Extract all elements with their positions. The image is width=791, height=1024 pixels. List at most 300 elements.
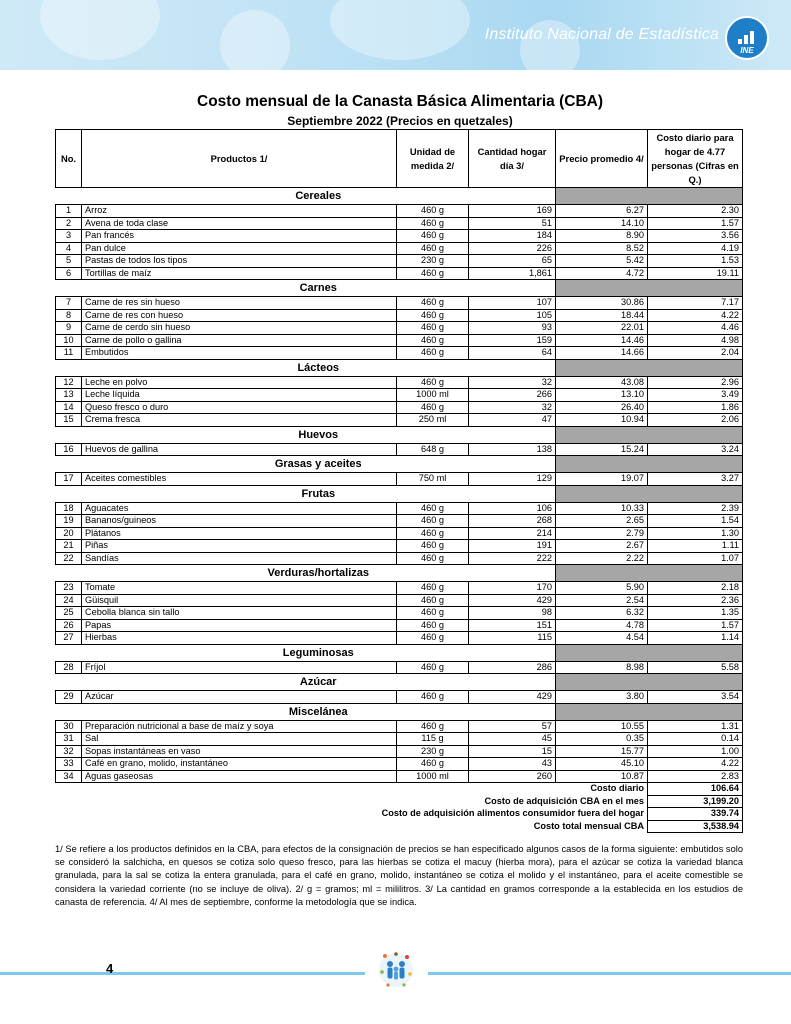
table-body [56, 188, 743, 833]
row-number: 18 [56, 502, 82, 515]
quantity: 107 [469, 297, 556, 310]
unit: 750 ml [397, 473, 469, 486]
unit: 460 g [397, 309, 469, 322]
unit: 460 g [397, 607, 469, 620]
price: 4.54 [556, 632, 648, 645]
product-name: Pan francés [82, 230, 397, 243]
row-number: 31 [56, 733, 82, 746]
cba-table [55, 129, 743, 833]
daily-cost: 1.57 [648, 619, 743, 632]
table-row [56, 745, 743, 758]
unit: 460 g [397, 376, 469, 389]
category-name: Lácteos [297, 361, 340, 374]
quantity: 170 [469, 582, 556, 595]
table-row [56, 758, 743, 771]
category-row [56, 188, 743, 205]
price: 14.66 [556, 347, 648, 360]
daily-cost: 2.83 [648, 770, 743, 783]
product-name: Sopas instantáneas en vaso [82, 745, 397, 758]
daily-cost: 4.22 [648, 309, 743, 322]
unit: 460 g [397, 267, 469, 280]
page-number: 4 [106, 961, 114, 976]
product-name: Carne de res sin hueso [82, 297, 397, 310]
product-name: Queso fresco o duro [82, 401, 397, 414]
product-name: Avena de toda clase [82, 217, 397, 230]
price: 30.86 [556, 297, 648, 310]
daily-cost: 1.14 [648, 632, 743, 645]
unit: 460 g [397, 691, 469, 704]
unit: 460 g [397, 758, 469, 771]
product-name: Plátanos [82, 527, 397, 540]
price: 2.65 [556, 515, 648, 528]
row-number: 22 [56, 552, 82, 565]
ine-logo [725, 16, 769, 60]
unit: 1000 ml [397, 389, 469, 402]
category-shade [556, 359, 743, 376]
row-number: 29 [56, 691, 82, 704]
row-number: 32 [56, 745, 82, 758]
price: 10.94 [556, 414, 648, 427]
daily-cost: 0.14 [648, 733, 743, 746]
price: 15.24 [556, 443, 648, 456]
product-name: Cebolla blanca sin tallo [82, 607, 397, 620]
quantity: 57 [469, 720, 556, 733]
daily-cost: 2.39 [648, 502, 743, 515]
row-number: 14 [56, 401, 82, 414]
quantity: 266 [469, 389, 556, 402]
total-label: Costo de adquisición CBA en el mes [484, 795, 644, 806]
category-shade [556, 703, 743, 720]
category-spacer [56, 426, 82, 443]
row-number: 33 [56, 758, 82, 771]
product-name: Carne de cerdo sin hueso [82, 322, 397, 335]
daily-cost: 1.57 [648, 217, 743, 230]
price: 15.77 [556, 745, 648, 758]
price: 18.44 [556, 309, 648, 322]
quantity: 32 [469, 401, 556, 414]
unit: 648 g [397, 443, 469, 456]
product-name: Aguas gaseosas [82, 770, 397, 783]
quantity: 286 [469, 661, 556, 674]
daily-cost: 2.36 [648, 594, 743, 607]
product-name: Pastas de todos los tipos [82, 255, 397, 268]
table-row [56, 267, 743, 280]
row-number: 23 [56, 582, 82, 595]
quantity: 151 [469, 619, 556, 632]
unit: 460 g [397, 334, 469, 347]
price: 8.90 [556, 230, 648, 243]
unit: 460 g [397, 230, 469, 243]
daily-cost: 1.07 [648, 552, 743, 565]
category-row [56, 280, 743, 297]
category-row [56, 703, 743, 720]
price: 4.78 [556, 619, 648, 632]
row-number: 1 [56, 205, 82, 218]
table-row [56, 552, 743, 565]
product-name: Preparación nutricional a base de maíz y soya [82, 720, 397, 733]
table-row [56, 297, 743, 310]
daily-cost: 5.58 [648, 661, 743, 674]
row-number: 11 [56, 347, 82, 360]
product-name: Huevos de gallina [82, 443, 397, 456]
quantity: 32 [469, 376, 556, 389]
quantity: 429 [469, 691, 556, 704]
row-number: 3 [56, 230, 82, 243]
unit: 460 g [397, 322, 469, 335]
quantity: 64 [469, 347, 556, 360]
price: 22.01 [556, 322, 648, 335]
daily-cost: 1.35 [648, 607, 743, 620]
total-value: 3,199.20 [648, 795, 743, 808]
row-number: 30 [56, 720, 82, 733]
quantity: 115 [469, 632, 556, 645]
price: 8.52 [556, 242, 648, 255]
product-name: Güisquil [82, 594, 397, 607]
product-name: Carne de res con hueso [82, 309, 397, 322]
unit: 230 g [397, 745, 469, 758]
col-header-qty: Cantidad hogar día 3/ [469, 130, 556, 188]
category-name: Cereales [295, 190, 342, 202]
row-number: 8 [56, 309, 82, 322]
quantity: 93 [469, 322, 556, 335]
price: 10.55 [556, 720, 648, 733]
col-header-product: Productos 1/ [82, 130, 397, 188]
quantity: 15 [469, 745, 556, 758]
daily-cost: 4.22 [648, 758, 743, 771]
table-row [56, 309, 743, 322]
price: 10.87 [556, 770, 648, 783]
price: 45.10 [556, 758, 648, 771]
category-row [56, 359, 743, 376]
row-number: 27 [56, 632, 82, 645]
daily-cost: 1.86 [648, 401, 743, 414]
product-name: Bananos/guineos [82, 515, 397, 528]
product-name: Arroz [82, 205, 397, 218]
quantity: 138 [469, 443, 556, 456]
total-row [56, 795, 743, 808]
daily-cost: 2.04 [648, 347, 743, 360]
table-row [56, 414, 743, 427]
product-name: Embutidos [82, 347, 397, 360]
table-row [56, 661, 743, 674]
table-row [56, 770, 743, 783]
category-shade [556, 674, 743, 691]
category-spacer [56, 188, 82, 205]
quantity: 214 [469, 527, 556, 540]
product-name: Fríjol [82, 661, 397, 674]
table-row [56, 607, 743, 620]
table-row [56, 230, 743, 243]
category-spacer [56, 359, 82, 376]
product-name: Leche líquida [82, 389, 397, 402]
daily-cost: 4.19 [648, 242, 743, 255]
category-spacer [56, 456, 82, 473]
unit: 460 g [397, 205, 469, 218]
table-row [56, 594, 743, 607]
category-name: Azúcar [299, 676, 337, 688]
quantity: 106 [469, 502, 556, 515]
product-name: Tomate [82, 582, 397, 595]
row-number: 28 [56, 661, 82, 674]
daily-cost: 3.56 [648, 230, 743, 243]
category-row [56, 644, 743, 661]
category-spacer [56, 703, 82, 720]
ine-logo-text: INE [740, 46, 754, 55]
row-number: 12 [56, 376, 82, 389]
page-header [0, 0, 791, 70]
price: 0.35 [556, 733, 648, 746]
unit: 460 g [397, 552, 469, 565]
footnotes: 1/ Se refiere a los productos definidos en la CBA, para efectos de la consignación de precios se han especificado algunos casos de la forma siguiente: embutidos solo se consideró la salchicha, en quesos se cotiza solo queso fresco, para las hierbas se cotiza el macuy (hierba mora), para el azúcar se cotiza la variedad blanca granulada, para la sal se cotiza la entera granulada, para el café en grano, molido, instantáneo se cotiza el molido y el instantáneo, para el aceite comestible se considera la variedad corriente (no se incluye de oliva). 2/ g = gramos; ml = mililitros. 3/ La cantidad en gramos corresponde a la establecida en los estudios de canasta de referencia. 4/ Al mes de septiembre, conforme la metodología que se indica. [55, 844, 743, 907]
unit: 460 g [397, 347, 469, 360]
product-name: Azúcar [82, 691, 397, 704]
row-number: 2 [56, 217, 82, 230]
unit: 460 g [397, 594, 469, 607]
col-header-price: Precio promedio 4/ [556, 130, 648, 188]
product-name: Hierbas [82, 632, 397, 645]
table-row [56, 217, 743, 230]
category-shade [556, 280, 743, 297]
product-name: Aceites comestibles [82, 473, 397, 486]
category-spacer [56, 485, 82, 502]
daily-cost: 1.00 [648, 745, 743, 758]
daily-cost: 1.53 [648, 255, 743, 268]
table-header-row [56, 130, 743, 188]
daily-cost: 1.11 [648, 540, 743, 553]
row-number: 20 [56, 527, 82, 540]
quantity: 268 [469, 515, 556, 528]
footer-line-left [0, 972, 365, 975]
product-name: Sal [82, 733, 397, 746]
product-name: Carne de pollo o gallina [82, 334, 397, 347]
unit: 460 g [397, 297, 469, 310]
category-spacer [56, 565, 82, 582]
category-shade [556, 565, 743, 582]
unit: 460 g [397, 632, 469, 645]
product-name: Piñas [82, 540, 397, 553]
quantity: 159 [469, 334, 556, 347]
unit: 460 g [397, 619, 469, 632]
price: 5.42 [556, 255, 648, 268]
table-row [56, 582, 743, 595]
table-row [56, 322, 743, 335]
row-number: 26 [56, 619, 82, 632]
quantity: 260 [469, 770, 556, 783]
table-row [56, 347, 743, 360]
daily-cost: 19.11 [648, 267, 743, 280]
price: 2.22 [556, 552, 648, 565]
institute-name: Instituto Nacional de Estadística [484, 26, 719, 43]
quantity: 105 [469, 309, 556, 322]
price: 2.79 [556, 527, 648, 540]
page-subtitle: Septiembre 2022 (Precios en quetzales) [287, 114, 513, 128]
quantity: 98 [469, 607, 556, 620]
quantity: 429 [469, 594, 556, 607]
table-row [56, 389, 743, 402]
unit: 460 g [397, 720, 469, 733]
unit: 460 g [397, 661, 469, 674]
daily-cost: 1.54 [648, 515, 743, 528]
price: 8.98 [556, 661, 648, 674]
col-header-unit: Unidad de medida 2/ [397, 130, 469, 188]
row-number: 9 [56, 322, 82, 335]
product-name: Crema fresca [82, 414, 397, 427]
unit: 460 g [397, 515, 469, 528]
price: 4.72 [556, 267, 648, 280]
price: 3.80 [556, 691, 648, 704]
table-row [56, 334, 743, 347]
category-shade [556, 456, 743, 473]
price: 43.08 [556, 376, 648, 389]
price: 6.32 [556, 607, 648, 620]
row-number: 10 [56, 334, 82, 347]
unit: 115 g [397, 733, 469, 746]
row-number: 13 [56, 389, 82, 402]
product-name: Leche en polvo [82, 376, 397, 389]
row-number: 7 [56, 297, 82, 310]
price: 2.54 [556, 594, 648, 607]
category-row [56, 485, 743, 502]
product-name: Aguacates [82, 502, 397, 515]
total-value: 339.74 [648, 808, 743, 821]
table-row [56, 515, 743, 528]
table-row [56, 255, 743, 268]
col-header-cost: Costo diario para hogar de 4.77 personas (Cifras en Q.) [648, 130, 743, 188]
table-row [56, 540, 743, 553]
category-spacer [56, 280, 82, 297]
footer-line-right [428, 972, 791, 975]
quantity: 191 [469, 540, 556, 553]
row-number: 15 [56, 414, 82, 427]
quantity: 184 [469, 230, 556, 243]
category-shade [556, 426, 743, 443]
daily-cost: 1.30 [648, 527, 743, 540]
price: 10.33 [556, 502, 648, 515]
category-shade [556, 485, 743, 502]
category-name: Leguminosas [282, 646, 354, 659]
daily-cost: 4.98 [648, 334, 743, 347]
daily-cost: 3.24 [648, 443, 743, 456]
total-label: Costo diario [590, 783, 644, 794]
quantity: 45 [469, 733, 556, 746]
row-number: 4 [56, 242, 82, 255]
unit: 460 g [397, 217, 469, 230]
row-number: 17 [56, 473, 82, 486]
unit: 460 g [397, 242, 469, 255]
total-label: Costo total mensual CBA [533, 820, 644, 831]
row-number: 6 [56, 267, 82, 280]
price: 2.67 [556, 540, 648, 553]
row-number: 16 [56, 443, 82, 456]
daily-cost: 4.46 [648, 322, 743, 335]
total-label: Costo de adquisición alimentos consumidor fuera del hogar [381, 808, 644, 818]
unit: 1000 ml [397, 770, 469, 783]
category-row [56, 565, 743, 582]
row-number: 34 [56, 770, 82, 783]
quantity: 1,861 [469, 267, 556, 280]
total-value: 3,538.94 [648, 820, 743, 833]
unit: 460 g [397, 401, 469, 414]
table-row [56, 502, 743, 515]
price: 6.27 [556, 205, 648, 218]
quantity: 51 [469, 217, 556, 230]
category-row [56, 456, 743, 473]
row-number: 25 [56, 607, 82, 620]
table-row [56, 205, 743, 218]
table-row [56, 242, 743, 255]
quantity: 47 [469, 414, 556, 427]
family-logo-icon [377, 950, 415, 990]
table-row [56, 443, 743, 456]
total-row [56, 783, 743, 796]
product-name: Pan dulce [82, 242, 397, 255]
row-number: 19 [56, 515, 82, 528]
table-row [56, 691, 743, 704]
category-name: Carnes [299, 282, 337, 294]
daily-cost: 2.30 [648, 205, 743, 218]
total-row [56, 808, 743, 821]
daily-cost: 2.18 [648, 582, 743, 595]
row-number: 5 [56, 255, 82, 268]
row-number: 21 [56, 540, 82, 553]
quantity: 129 [469, 473, 556, 486]
category-row [56, 674, 743, 691]
category-name: Verduras/hortalizas [267, 567, 369, 579]
table-row [56, 733, 743, 746]
price: 13.10 [556, 389, 648, 402]
quantity: 65 [469, 255, 556, 268]
price: 14.46 [556, 334, 648, 347]
table-row [56, 632, 743, 645]
unit: 460 g [397, 502, 469, 515]
page-title: Costo mensual de la Canasta Básica Alimentaria (CBA) [197, 93, 603, 110]
unit: 460 g [397, 540, 469, 553]
total-row [56, 820, 743, 833]
unit: 460 g [397, 527, 469, 540]
category-name: Frutas [301, 487, 336, 500]
table-row [56, 527, 743, 540]
category-row [56, 426, 743, 443]
daily-cost: 3.54 [648, 691, 743, 704]
product-name: Papas [82, 619, 397, 632]
total-value: 106.64 [648, 783, 743, 796]
quantity: 169 [469, 205, 556, 218]
daily-cost: 2.06 [648, 414, 743, 427]
category-spacer [56, 674, 82, 691]
unit: 230 g [397, 255, 469, 268]
category-shade [556, 644, 743, 661]
table-row [56, 473, 743, 486]
category-spacer [56, 644, 82, 661]
category-name: Grasas y aceites [274, 458, 362, 470]
col-header-no: No. [56, 130, 82, 188]
daily-cost: 3.49 [648, 389, 743, 402]
price: 14.10 [556, 217, 648, 230]
quantity: 222 [469, 552, 556, 565]
unit: 250 ml [397, 414, 469, 427]
product-name: Tortillas de maíz [82, 267, 397, 280]
table-row [56, 376, 743, 389]
table-row [56, 619, 743, 632]
quantity: 226 [469, 242, 556, 255]
daily-cost: 2.96 [648, 376, 743, 389]
daily-cost: 1.31 [648, 720, 743, 733]
price: 5.90 [556, 582, 648, 595]
daily-cost: 3.27 [648, 473, 743, 486]
category-name: Miscelánea [288, 705, 348, 718]
category-name: Huevos [298, 428, 339, 441]
unit: 460 g [397, 582, 469, 595]
